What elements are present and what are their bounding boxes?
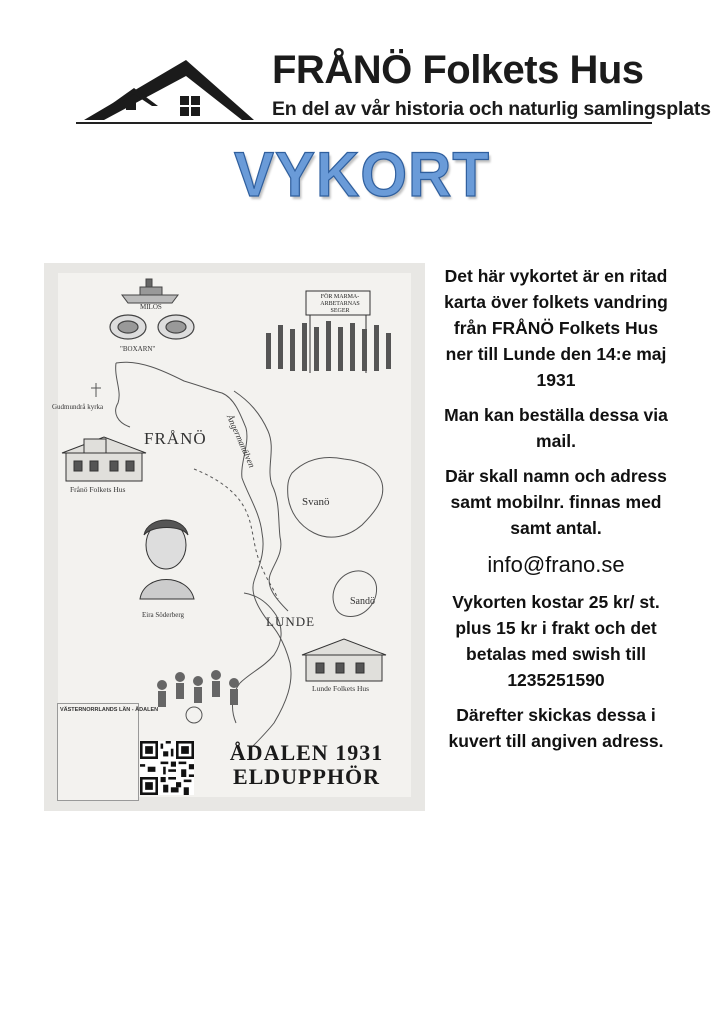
postcard-heading-line2: ELDUPPHÖR: [232, 764, 381, 789]
info-required-details: Där skall namn och adress samt mobilnr. finnas med samt antal.: [445, 466, 667, 538]
caption-church: Gudmundrå kyrka: [52, 403, 104, 411]
header-divider: [76, 122, 652, 124]
caption-lunde-folkets-hus: Lunde Folkets Hus: [312, 684, 370, 693]
postcard-image: [44, 263, 425, 811]
postcard-heading: [204, 741, 409, 789]
qr-code-icon: [140, 741, 194, 795]
region-map-box: [57, 703, 139, 801]
organization-tagline: En del av vår historia och naturlig samlingsplats: [272, 98, 711, 120]
info-column: [440, 263, 672, 763]
info-description: Det här vykortet är en ritad karta över folkets vandring från FRÅNÖ Folkets Hus ner till Lunde den 14:e maj 1931: [444, 266, 668, 390]
info-order-method: Man kan beställa dessa via mail.: [444, 405, 668, 451]
caption-portrait: Eira Söderberg: [142, 611, 185, 619]
caption-protest-sign: FÖR MARMA-ARBETARNAS SEGER: [320, 294, 360, 314]
place-label-lunde: LUNDE: [266, 614, 316, 629]
page-header: [76, 40, 711, 130]
caption-boxarn: "BOXARN": [120, 345, 156, 353]
place-label-svano: Svanö: [302, 496, 330, 508]
postcard-heading-line1: ÅDALEN 1931: [229, 740, 384, 765]
caption-ship: MILOS: [140, 303, 162, 311]
info-price: Vykorten kostar 25 kr/ st. plus 15 kr i frakt och det betalas med swish till 1235251590: [452, 592, 660, 690]
place-label-sando: Sandö: [350, 596, 375, 607]
house-roof-icon: [76, 48, 266, 128]
organization-name: FRÅNÖ Folkets Hus: [272, 48, 644, 92]
caption-frano-folkets-hus: Frånö Folkets Hus: [70, 485, 126, 494]
region-title: VÄSTERNORRLANDS LÄN - ÅDALEN: [60, 707, 159, 713]
page-title: VYKORT: [233, 139, 491, 210]
caption-river: Ångermanälven: [224, 413, 258, 470]
place-label-frano: FRÅNÖ: [144, 429, 207, 448]
email-link[interactable]: info@frano.se: [487, 552, 625, 577]
info-delivery: Därefter skickas dessa i kuvert till angiven adress.: [448, 705, 664, 751]
